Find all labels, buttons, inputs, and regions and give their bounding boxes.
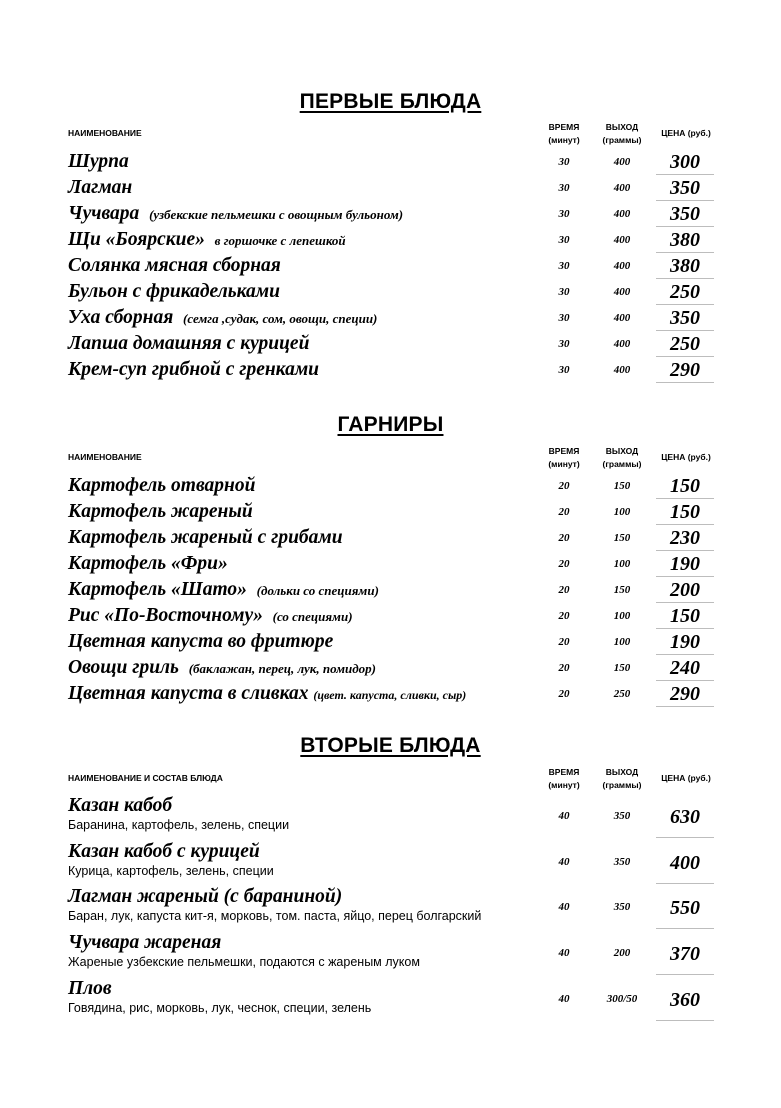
menu-item bbox=[0, 525, 781, 551]
dish-output: 150 bbox=[613, 532, 631, 544]
section-title-side-dishes: ГАРНИРЫ bbox=[337, 413, 444, 436]
menu-item bbox=[0, 201, 781, 227]
dish-output: 100 bbox=[613, 610, 631, 622]
dish-time: 20 bbox=[558, 688, 570, 700]
column-header-price: ЦЕНА (руб.) bbox=[661, 128, 711, 138]
column-header-time: ВРЕМЯ (минут) bbox=[548, 122, 580, 145]
dish-time: 40 bbox=[558, 947, 570, 959]
dish-price: 150 bbox=[656, 603, 714, 629]
menu-item bbox=[0, 175, 781, 201]
dish-name: Картофель отварной bbox=[68, 475, 256, 496]
dish-name: Лагман жареный (с бараниной) bbox=[68, 886, 343, 907]
column-header-time: ВРЕМЯ (минут) bbox=[548, 446, 580, 469]
column-header-price: ЦЕНА (руб.) bbox=[661, 773, 711, 783]
dish-description: Баран, лук, капуста кит-я, морковь, том. паста, яйцо, перец болгарский bbox=[68, 909, 482, 923]
dish-price: 190 bbox=[656, 629, 714, 655]
dish-name: Картофель «Фри» bbox=[68, 553, 228, 574]
dish-time: 40 bbox=[558, 993, 570, 1005]
dish-description: Баранина, картофель, зелень, специи bbox=[68, 818, 290, 832]
menu-item bbox=[0, 551, 781, 577]
dish-output: 150 bbox=[613, 662, 631, 674]
dish-time: 20 bbox=[558, 480, 570, 492]
dish-price: 250 bbox=[656, 279, 714, 305]
dish-name: Шурпа bbox=[68, 151, 129, 172]
dish-name: Лагман bbox=[68, 177, 133, 198]
dish-price: 250 bbox=[656, 331, 714, 357]
dish-price: 300 bbox=[656, 149, 714, 175]
column-header-output: ВЫХОД (граммы) bbox=[602, 122, 642, 145]
menu-item bbox=[0, 149, 781, 175]
dish-output: 400 bbox=[613, 156, 631, 168]
dish-note: (семга ,судак, сом, овощи, специи) bbox=[183, 311, 378, 326]
dish-time: 20 bbox=[558, 636, 570, 648]
dish-time: 30 bbox=[558, 312, 570, 324]
menu-item bbox=[0, 331, 781, 357]
dish-price: 630 bbox=[656, 793, 714, 838]
dish-price: 240 bbox=[656, 655, 714, 681]
menu-item bbox=[0, 279, 781, 305]
dish-description: Курица, картофель, зелень, специи bbox=[68, 864, 274, 878]
column-header-time: ВРЕМЯ (минут) bbox=[548, 767, 580, 790]
column-header-output: ВЫХОД (граммы) bbox=[602, 767, 642, 790]
dish-name: Солянка мясная сборная bbox=[68, 255, 281, 276]
dish-time: 20 bbox=[558, 532, 570, 544]
section-title-main-courses: ВТОРЫЕ БЛЮДА bbox=[300, 734, 481, 757]
dish-output: 100 bbox=[613, 558, 631, 570]
dish-price: 360 bbox=[656, 976, 714, 1021]
dish-time: 30 bbox=[558, 364, 570, 376]
dish-note: (дольки со специями) bbox=[256, 583, 379, 598]
column-header-name: НАИМЕНОВАНИЕ bbox=[68, 452, 142, 462]
dish-time: 20 bbox=[558, 610, 570, 622]
dish-price: 290 bbox=[656, 681, 714, 707]
dish-output: 400 bbox=[613, 338, 631, 350]
dish-output: 400 bbox=[613, 182, 631, 194]
menu-item bbox=[0, 793, 781, 839]
menu-item bbox=[0, 577, 781, 603]
dish-name: Крем-суп грибной с гренками bbox=[68, 359, 320, 380]
dish-name: Картофель жареный с грибами bbox=[68, 527, 343, 548]
dish-name: Казан кабоб с курицей bbox=[68, 841, 260, 862]
column-header-price: ЦЕНА (руб.) bbox=[661, 452, 711, 462]
dish-output: 300/50 bbox=[606, 993, 638, 1005]
dish-name: Цветная капуста во фритюре bbox=[68, 631, 334, 652]
dish-time: 40 bbox=[558, 901, 570, 913]
dish-name: Лапша домашняя с курицей bbox=[68, 333, 310, 354]
dish-price: 550 bbox=[656, 884, 714, 929]
menu-item bbox=[0, 976, 781, 1022]
menu-item bbox=[0, 930, 781, 976]
dish-description: Жареные узбекские пельмешки, подаются с жареным луком bbox=[68, 955, 420, 969]
dish-note: (узбекские пельмешки с овощным бульоном) bbox=[149, 207, 404, 222]
menu-item bbox=[0, 603, 781, 629]
dish-output: 400 bbox=[613, 234, 631, 246]
dish-output: 350 bbox=[613, 810, 631, 822]
dish-output: 400 bbox=[613, 364, 631, 376]
dish-price: 350 bbox=[656, 201, 714, 227]
menu-item bbox=[0, 839, 781, 885]
dish-time: 20 bbox=[558, 662, 570, 674]
dish-name: Чучвара жареная bbox=[68, 932, 222, 953]
dish-output: 400 bbox=[613, 260, 631, 272]
dish-output: 400 bbox=[613, 208, 631, 220]
dish-name: Уха сборная (семга ,судак, сом, овощи, специи) bbox=[68, 307, 378, 328]
dish-name: Щи «Боярские» в горшочке с лепешкой bbox=[68, 229, 346, 250]
dish-time: 30 bbox=[558, 260, 570, 272]
dish-price: 350 bbox=[656, 175, 714, 201]
menu-item bbox=[0, 253, 781, 279]
dish-name: Рис «По-Восточному» (со специями) bbox=[68, 605, 353, 626]
dish-time: 20 bbox=[558, 506, 570, 518]
dish-price: 190 bbox=[656, 551, 714, 577]
dish-name: Картофель «Шато» (дольки со специями) bbox=[68, 579, 379, 600]
dish-price: 380 bbox=[656, 227, 714, 253]
dish-price: 150 bbox=[656, 499, 714, 525]
dish-description: Говядина, рис, морковь, лук, чеснок, специи, зелень bbox=[68, 1001, 372, 1015]
menu-item bbox=[0, 227, 781, 253]
dish-name: Плов bbox=[68, 978, 112, 999]
dish-name: Картофель жареный bbox=[68, 501, 253, 522]
dish-note: (цвет. капуста, сливки, сыр) bbox=[313, 688, 467, 702]
dish-note: (баклажан, перец, лук, помидор) bbox=[188, 661, 376, 676]
dish-time: 30 bbox=[558, 338, 570, 350]
dish-price: 230 bbox=[656, 525, 714, 551]
dish-output: 400 bbox=[613, 312, 631, 324]
dish-note: в горшочке с лепешкой bbox=[214, 233, 346, 248]
dish-name: Казан кабоб bbox=[68, 795, 173, 816]
menu-item bbox=[0, 629, 781, 655]
dish-time: 30 bbox=[558, 182, 570, 194]
dish-time: 40 bbox=[558, 856, 570, 868]
dish-price: 150 bbox=[656, 473, 714, 499]
dish-price: 400 bbox=[656, 839, 714, 884]
dish-name: Овощи гриль (баклажан, перец, лук, помидор) bbox=[68, 657, 376, 678]
dish-output: 100 bbox=[613, 506, 631, 518]
dish-output: 400 bbox=[613, 286, 631, 298]
dish-output: 150 bbox=[613, 584, 631, 596]
dish-time: 30 bbox=[558, 156, 570, 168]
menu-item bbox=[0, 473, 781, 499]
dish-time: 30 bbox=[558, 286, 570, 298]
dish-name: Чучвара (узбекские пельмешки с овощным бульоном) bbox=[68, 203, 404, 224]
dish-output: 150 bbox=[613, 480, 631, 492]
column-header-output: ВЫХОД (граммы) bbox=[602, 446, 642, 469]
dish-output: 200 bbox=[613, 947, 631, 959]
dish-price: 370 bbox=[656, 930, 714, 975]
dish-time: 20 bbox=[558, 558, 570, 570]
menu-item bbox=[0, 357, 781, 383]
menu-item bbox=[0, 305, 781, 331]
dish-output: 100 bbox=[613, 636, 631, 648]
dish-price: 350 bbox=[656, 305, 714, 331]
dish-output: 250 bbox=[613, 688, 631, 700]
dish-time: 30 bbox=[558, 208, 570, 220]
dish-price: 290 bbox=[656, 357, 714, 383]
dish-time: 20 bbox=[558, 584, 570, 596]
dish-output: 350 bbox=[613, 901, 631, 913]
menu-item bbox=[0, 884, 781, 930]
menu-item bbox=[0, 655, 781, 681]
dish-name: Бульон с фрикадельками bbox=[68, 281, 280, 302]
dish-note: (со специями) bbox=[272, 609, 353, 624]
section-title-first-courses: ПЕРВЫЕ БЛЮДА bbox=[299, 90, 482, 113]
menu-item bbox=[0, 681, 781, 707]
dish-output: 350 bbox=[613, 856, 631, 868]
menu-item bbox=[0, 499, 781, 525]
dish-name: Цветная капуста в сливках (цвет. капуста, сливки, сыр) bbox=[68, 683, 467, 704]
dish-time: 40 bbox=[558, 810, 570, 822]
dish-price: 200 bbox=[656, 577, 714, 603]
dish-price: 380 bbox=[656, 253, 714, 279]
column-header-name: НАИМЕНОВАНИЕ bbox=[68, 128, 142, 138]
column-header-name: НАИМЕНОВАНИЕ И СОСТАВ БЛЮДА bbox=[68, 773, 223, 783]
dish-time: 30 bbox=[558, 234, 570, 246]
